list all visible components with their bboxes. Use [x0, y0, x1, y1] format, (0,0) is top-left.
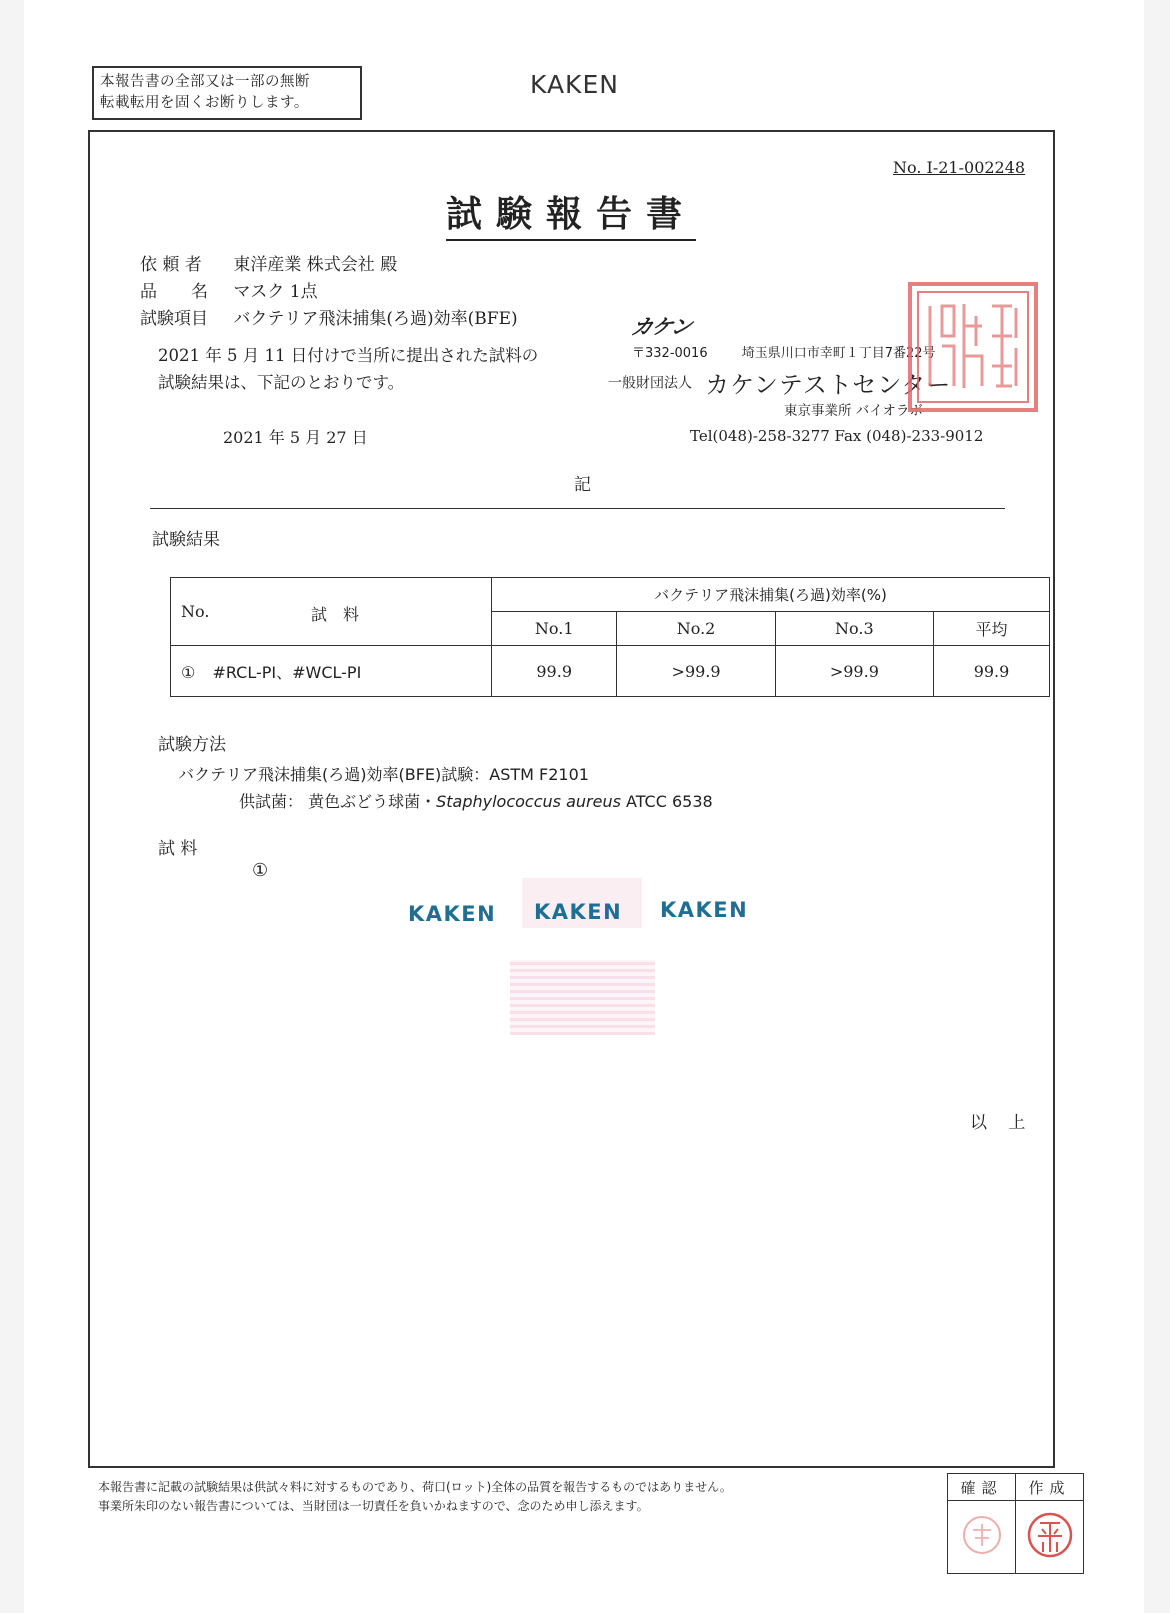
field-value: 東洋産業 株式会社 殿 [233, 255, 398, 275]
issue-date: 2021 年 5 月 27 日 [223, 428, 368, 447]
seal-graphic [912, 286, 1034, 408]
issuer-contact: Tel(048)-258-3277 Fax (048)-233-9012 [690, 427, 984, 445]
confirm-stamp-cell [948, 1501, 1016, 1574]
organism-species: Staphylococcus aureus [436, 792, 621, 811]
footer-line-1: 本報告書に記載の試験結果は供試々料に対するものであり、荷口(ロット)全体の品質を報告するものではありません。 [98, 1480, 732, 1494]
issuer-zip: 〒332-0016 [632, 346, 708, 361]
issuer-address [632, 342, 936, 361]
method-heading: 試験方法 [158, 735, 226, 755]
create-label: 作成 [1016, 1474, 1084, 1501]
field-label: 品 名 [140, 282, 208, 302]
end-mark: 以 上 [970, 1113, 1034, 1133]
sample-image [390, 880, 770, 1050]
page-title: 試験報告書 [446, 186, 696, 241]
field-value: マスク 1点 [233, 282, 318, 302]
issuer-org-type: 一般財団法人 [608, 375, 692, 392]
issuer-logo: カケン [629, 315, 694, 339]
notice-line-2: 転載転用を固くお断りします。 [100, 95, 309, 111]
confirm-label: 確認 [948, 1474, 1016, 1501]
field-test-item [140, 304, 518, 329]
row-value-2: >99.9 [617, 646, 775, 697]
col-no: No. [181, 602, 210, 621]
confirm-stamp [959, 1512, 1005, 1558]
issuer-org-name: カケンテストセンター [705, 371, 952, 399]
approval-header-row [948, 1474, 1084, 1501]
row-value-3: >99.9 [775, 646, 933, 697]
results-heading: 試験結果 [152, 530, 220, 550]
issuer-street: 埼玉県川口市幸町１丁目7番22号 [741, 346, 936, 361]
brand-logo: KAKEN [530, 70, 619, 99]
row-sample: #RCL-PI、#WCL-PI [212, 662, 362, 682]
divider [150, 508, 1005, 509]
approval-box [947, 1473, 1084, 1574]
col-sample: 試 料 [311, 605, 360, 624]
header-no-sample [171, 578, 492, 646]
create-stamp [1025, 1510, 1075, 1560]
field-label: 依 頼 者 [140, 255, 202, 275]
method-organism [239, 789, 713, 812]
organism-suffix: ATCC 6538 [620, 792, 713, 811]
organism-prefix: 供試菌： 黄色ぶどう球菌・ [239, 792, 437, 811]
official-seal [908, 282, 1038, 412]
table-header-row [171, 578, 1050, 612]
intro-line-2: 試験結果は、下記のとおりです。 [158, 373, 405, 392]
table-row [171, 646, 1050, 697]
field-value: バクテリア飛沫捕集(ろ過)効率(BFE) [233, 309, 518, 329]
sample-fabric [510, 960, 655, 1035]
ki-mark: 記 [574, 475, 591, 495]
samples-heading: 試 料 [158, 839, 198, 859]
col-group: バクテリア飛沫捕集(ろ過)効率(%) [492, 578, 1050, 612]
row-no: ① [181, 662, 196, 682]
method-standard: バクテリア飛沫捕集(ろ過)効率(BFE)試験：ASTM F2101 [178, 765, 589, 784]
issuer-org [608, 365, 951, 400]
report-number: No. I-21-002248 [893, 158, 1026, 177]
issuer-dept: 東京事業所 バイオラボ [784, 403, 923, 419]
row-value-avg: 99.9 [934, 646, 1050, 697]
intro-text [158, 342, 538, 396]
subcol-avg: 平均 [934, 612, 1050, 646]
subcol-3: No.3 [775, 612, 933, 646]
subcol-1: No.1 [492, 612, 617, 646]
row-sample-cell [171, 646, 492, 697]
notice-line-1: 本報告書の全部又は一部の無断 [100, 74, 310, 90]
results-table [170, 577, 1050, 697]
field-product [140, 277, 318, 302]
subcol-2: No.2 [617, 612, 775, 646]
sample-stamp-2: KAKEN [534, 900, 623, 924]
copyright-notice [92, 66, 362, 120]
field-client [140, 250, 397, 275]
intro-line-1: 2021 年 5 月 11 日付けで当所に提出された試料の [158, 346, 539, 365]
sample-stamp-3: KAKEN [660, 898, 749, 922]
approval-stamp-row [948, 1501, 1084, 1574]
sample-mark: ① [252, 860, 269, 881]
create-stamp-cell [1016, 1501, 1084, 1574]
footer-note [98, 1478, 732, 1516]
field-label: 試験項目 [140, 309, 208, 329]
row-value-1: 99.9 [492, 646, 617, 697]
sample-stamp-1: KAKEN [408, 902, 497, 926]
footer-line-2: 事業所朱印のない報告書については、当財団は一切責任を負いかねますので、念のため申し添えます。 [98, 1499, 649, 1513]
